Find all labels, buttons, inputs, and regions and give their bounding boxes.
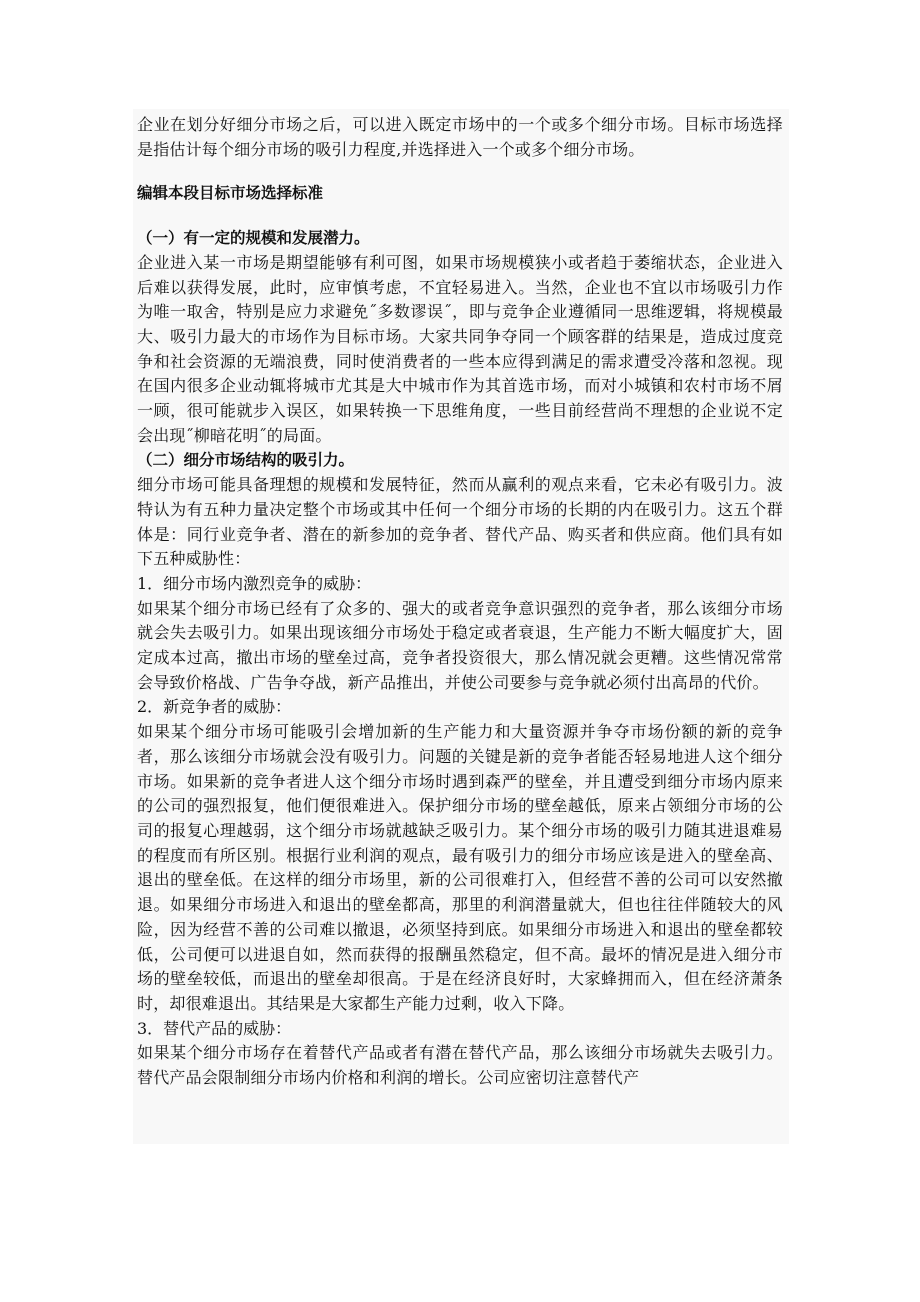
threat-title: 2．新竞争者的威胁：: [137, 697, 292, 717]
criterion-paragraph: 企业进入某一市场是期望能够有利可图，如果市场规模狭小或者趋于萎缩状态，企业进入后难以获得发展，此时，应审慎考虑，不宜轻易进入。当然，企业也不宜以市场吸引力作为唯一取舍，特别是应力求避免˝多数谬误˝，即与竞争企业遵循同一思维逻辑，将规模最大、吸引力最大的市场作为目标市场。大家共同争夺同一个顾客群的结果是，造成过度竞争和社会资源的无端浪费，同时使消费者的一些本应得到满足的需求遭受冷落和忽视。现在国内很多企业动辄将城市尤其是大中城市作为其首选市场，而对小城镇和农村市场不屑一顾，很可能就步入误区，如果转换一下思维角度，一些目前经营尚不理想的企业说不定会出现˝柳暗花明˝的局面。: [137, 252, 783, 445]
criterion-heading: （一）有一定的规模和发展潜力。: [137, 229, 370, 248]
criterion-paragraph: 细分市场可能具备理想的规模和发展特征，然而从赢利的观点来看，它未必有吸引力。波特认为有五种力量决定整个市场或其中任何一个细分市场的长期的内在吸引力。这五个群体是：同行业竞争者、潜在的新参加的竞争者、替代产品、购买者和供应商。他们具有如下五种威胁性：: [137, 475, 783, 569]
document-page: [133, 109, 789, 1144]
threat-paragraph: 如果某个细分市场已经有了众多的、强大的或者竞争意识强烈的竞争者，那么该细分市场就会失去吸引力。如果出现该细分市场处于稳定或者衰退，生产能力不断大幅度扩大，固定成本过高，撤出市场的壁垒过高，竞争者投资很大，那么情况就会更糟。这些情况常常会导致价格战、广告争夺战，新产品推出，并使公司要参与竞争就必须付出高昂的代价。: [137, 598, 783, 692]
intro-paragraph: 企业在划分好细分市场之后，可以进入既定市场中的一个或多个细分市场。目标市场选择是指估计每个细分市场的吸引力程度,并选择进入一个或多个细分市场。: [137, 115, 783, 159]
criterion-heading: （二）细分市场结构的吸引力。: [137, 451, 355, 470]
threat-paragraph: 如果某个细分市场存在着替代产品或者有潜在替代产品，那么该细分市场就失去吸引力。替代产品会限制细分市场内价格和利润的增长。公司应密切注意替代产: [137, 1043, 783, 1088]
section-heading: 编辑本段目标市场选择标准: [137, 184, 324, 203]
threat-paragraph: 如果某个细分市场可能吸引会增加新的生产能力和大量资源并争夺市场份额的新的竞争者，那么该细分市场就会没有吸引力。问题的关键是新的竞争者能否轻易地进人这个细分市场。如果新的竞争者进人这个细分市场时遇到森严的壁垒，并且遭受到细分市场内原来的公司的强烈报复，他们便很难进入。保护细分市场的壁垒越低，原来占领细分市场的公司的报复心理越弱，这个细分市场就越缺乏吸引力。某个细分市场的吸引力随其进退难易的程度而有所区别。根据行业利润的观点，最有吸引力的细分市场应该是进入的壁垒高、退出的壁垒低。在这样的细分市场里，新的公司很难打入，但经营不善的公司可以安然撤退。如果细分市场进入和退出的壁垒都高，那里的利润潜量就大，但也往往伴随较大的风险，因为经营不善的公司难以撤退，必须坚持到底。如果细分市场进入和退出的壁垒都较低，公司便可以进退自如，然而获得的报酬虽然稳定，但不高。最坏的情况是进入细分市场的壁垒较低，而退出的壁垒却很高。于是在经济良好时，大家蜂拥而入，但在经济萧条时，却很难退出。其结果是大家都生产能力过剩，收入下降。: [137, 722, 783, 1013]
threat-title: 3．替代产品的威胁：: [137, 1018, 292, 1038]
threat-title: 1．细分市场内激烈竞争的威胁：: [137, 573, 372, 593]
